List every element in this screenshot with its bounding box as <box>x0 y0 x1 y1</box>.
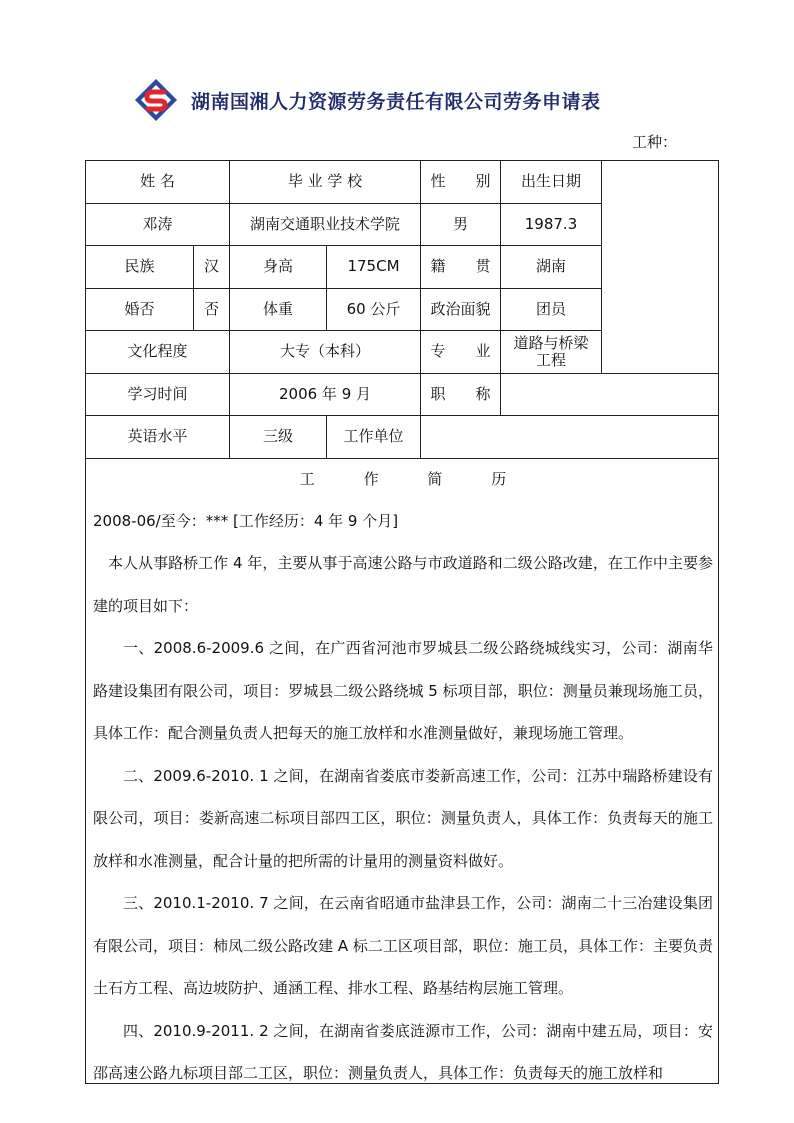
resume-paragraph: 一、2008.6-2009.6 之间，在广西省河池市罗城县二级公路绕城线实习，公司：湖南华路建设集团有限公司，项目：罗城县二级公路绕城 5 标项目部，职位：测量员兼现场施工员，具体工作：配合测量负责人把每天的施工放样和水准测量做好，兼现场施工管理。 <box>93 639 713 742</box>
name-value: 邓涛 <box>86 204 230 246</box>
school-header: 毕 业 学 校 <box>230 161 421 204</box>
political-value: 团员 <box>501 289 602 331</box>
weight-label: 体重 <box>230 289 327 331</box>
education-value: 大专（本科） <box>230 331 421 374</box>
name-header: 姓 名 <box>86 161 230 204</box>
photo-area <box>602 161 720 374</box>
work-unit-label: 工作单位 <box>327 416 421 459</box>
birth-header: 出生日期 <box>501 161 602 204</box>
resume-title-char: 作 <box>363 470 379 488</box>
ethnicity-value: 汉 <box>194 246 230 289</box>
application-form <box>85 160 719 1084</box>
resume-paragraph: 本人从事路桥工作 4 年，主要从事于高速公路与市政道路和二级公路改建，在工作中主要参建的项目如下： <box>93 554 713 615</box>
political-label: 政治面貌 <box>421 289 501 331</box>
resume-title-char: 简 <box>427 470 443 488</box>
school-value: 湖南交通职业技术学院 <box>230 204 421 246</box>
english-value: 三级 <box>230 416 327 459</box>
birth-value: 1987.3 <box>501 204 602 246</box>
work-resume-section <box>86 458 719 1084</box>
resume-title <box>86 458 719 500</box>
study-time-value: 2006 年 9 月 <box>230 374 421 416</box>
education-label: 文化程度 <box>86 331 230 374</box>
ethnicity-label: 民族 <box>86 246 194 289</box>
weight-value: 60 公斤 <box>327 289 421 331</box>
title-label: 职 称 <box>421 374 501 416</box>
resume-paragraph: 四、2010.9-2011. 2 之间，在湖南省娄底涟源市工作，公司：湖南中建五局，项目：安邵高速公路九标项目部二工区，职位：测量负责人，具体工作：负责每天的施工放样和 <box>93 1021 713 1082</box>
title-value <box>501 374 720 416</box>
resume-paragraph: 三、2010.1-2010. 7 之间，在云南省昭通市盐津县工作，公司：湖南二十三冶建设集团有限公司，项目：柿凤二级公路改建 A 标二工区项目部，职位：施工员，具体工作：主要负责土石方工程、高边坡防护、通涵工程、排水工程、路基结构层施工管理。 <box>93 894 713 997</box>
page-title: 湖南国湘人力资源劳务责任有限公司劳务申请表 <box>191 90 601 113</box>
gender-header: 性 别 <box>421 161 501 204</box>
major-value: 道路与桥梁工程 <box>501 331 602 374</box>
height-value: 175CM <box>327 246 421 289</box>
marital-label: 婚否 <box>86 289 194 331</box>
native-value: 湖南 <box>501 246 602 289</box>
work-type-label: 工种： <box>632 133 678 151</box>
major-label: 专 业 <box>421 331 501 374</box>
resume-title-char: 工 <box>299 470 315 488</box>
resume-title-char: 历 <box>491 470 507 488</box>
work-period: 2008-06/至今：*** [工作经历：4 年 9 个月] <box>93 512 399 530</box>
personal-info-table <box>85 160 719 459</box>
native-label: 籍 贯 <box>421 246 501 289</box>
marital-value: 否 <box>194 289 230 331</box>
study-time-label: 学习时间 <box>86 374 230 416</box>
height-label: 身高 <box>230 246 327 289</box>
gender-value: 男 <box>421 204 501 246</box>
company-logo-icon <box>133 77 179 123</box>
page-header <box>133 76 601 124</box>
work-unit-value <box>421 416 720 459</box>
resume-paragraph: 二、2009.6-2010. 1 之间，在湖南省娄底市娄新高速工作，公司：江苏中瑞路桥建设有限公司，项目：娄新高速二标项目部四工区，职位：测量负责人，具体工作：负责每天的施工放样和水准测量，配合计量的把所需的计量用的测量资料做好。 <box>93 766 713 870</box>
english-label: 英语水平 <box>86 416 230 459</box>
